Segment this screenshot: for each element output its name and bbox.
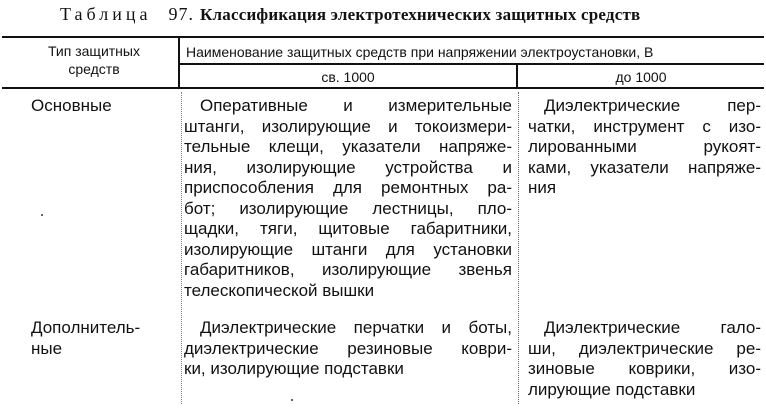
above-1000-header: св. 1000 (321, 69, 375, 85)
cell-line: чатки, инструмент с изо- (528, 116, 761, 136)
cell-line: бот; изолирующие лестницы, пло- (184, 198, 512, 218)
row-type-line: ные (31, 338, 63, 358)
top-rule (2, 36, 764, 38)
cell-line: лированными рукоят- (528, 137, 761, 156)
header-bottom-rule (2, 87, 764, 89)
cell-line: штанги, изолирующие и токоизмери- (184, 116, 512, 136)
cell-line: приспособления для ремонтных ра- (184, 178, 512, 197)
cell-line: диэлектрические резиновые коври- (184, 338, 512, 358)
cell-line: Диэлектрические перчатки и боты, (200, 318, 512, 337)
cell-line: ши, диэлектрические ре- (528, 338, 761, 358)
caption-lead (60, 4, 194, 24)
cell-line: ния (528, 178, 557, 197)
cell-line: Оперативные и измерительные (200, 96, 512, 115)
type-header-line-1: Тип защитных (48, 43, 140, 59)
row-additional-below-1000 (528, 318, 761, 400)
caption-title: Классификация электротехнических защитных средств (199, 5, 641, 24)
cell-line: Диэлектрические пер- (544, 96, 761, 115)
cell-line: ками, указатели напряже- (528, 157, 761, 177)
type-column-header (14, 42, 174, 78)
cell-line: лирующие подставки (528, 379, 696, 399)
body-divider-mid (518, 92, 519, 404)
type-header-line-2: средств (68, 61, 120, 77)
below-1000-header: до 1000 (615, 69, 667, 85)
cell-line: щадки, тяги, щитовые габаритники, (184, 219, 512, 238)
body-divider-left (181, 92, 182, 404)
subheader-rule (179, 63, 764, 65)
caption-number: 97. (168, 4, 194, 24)
table-caption (60, 4, 760, 28)
cell-line: телескопической вышки (184, 280, 375, 300)
cell-line: тельные клещи, указатели напряже- (184, 137, 512, 156)
scan-speck (41, 214, 43, 216)
cell-line: габаритников, изолирующие звенья (184, 260, 512, 279)
row-type-line: Дополнитель- (31, 318, 141, 337)
scan-speck (291, 399, 293, 401)
cell-line: ния, изолирующие устройства и (184, 157, 512, 177)
cell-line: ки, изолирующие подставки (184, 359, 404, 378)
caption-word: Таблица (60, 4, 152, 24)
row-main-above-1000 (184, 96, 512, 301)
cell-line: зиновые коврики, изо- (528, 359, 761, 378)
cell-line: Диэлектрические гало- (544, 318, 761, 337)
cell-line: изолирующие штанги для установки (184, 239, 512, 259)
row-type-line: Основные (31, 96, 112, 115)
row-additional-above-1000 (184, 318, 512, 380)
row-main-below-1000 (528, 96, 761, 199)
group-header: Наименование защитных средств при напряжении электроустановки, В (186, 44, 654, 60)
row-type-main (31, 96, 112, 117)
row-type-additional (31, 318, 140, 359)
